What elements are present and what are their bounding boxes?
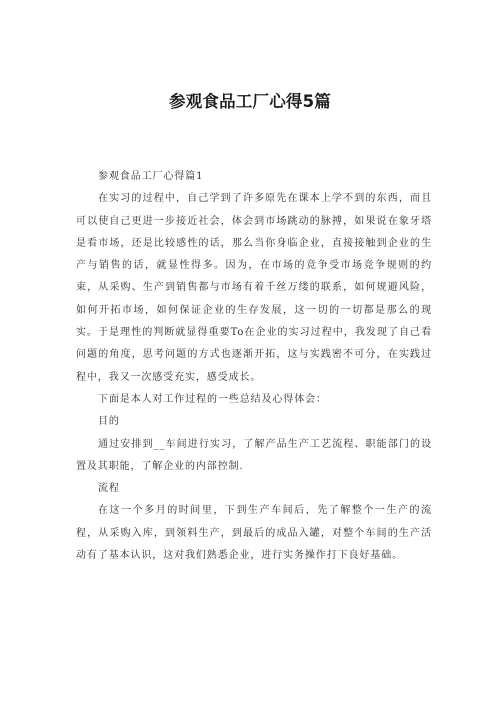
document-title: 参观食品工厂心得5篇: [169, 92, 331, 111]
section-heading: 参观食品工厂心得篇1: [98, 171, 204, 182]
heading-process: 流程: [98, 483, 120, 495]
paragraph-summary-intro: 下面是本人对工作过程的一些总结及心得体会：: [98, 393, 327, 405]
paragraph-internship-experience: 在实习的过程中，自己学到了许多原先在课本上学不到的东西，而且可以使自己更进一步接近社会，体会到市场跳动的脉搏，如果说在象牙塔是看市场，还是比较感性的话，那么当你身临企业，直接接触到企业的生产与销售的话，就显性得多。因为，在市场的竞争受市场竞争规则的约束，从采购、生产到销售都与市场有着千丝万缕的联系，如何规避风险，如何开拓市场，如何保证企业的生存发展，这一切的一切都是那么的现实。于是理性的判断就显得重要To在企业的实习过程中，我发现了自己看问题的角度，思考问题的方式也逐渐开拓，这与实践密不可分，在实践过程中，我又一次感受充实，感受成长。: [76, 193, 432, 383]
paragraph-process: 在这一个多月的时间里，下到生产车间后，先了解整个一生产的流程，从采购入库，到领料生产，到最后的成品入罐，对整个车间的生产活动有了基本认识，这对我们熟悉企业，进行实务操作打下良好基础。: [76, 505, 432, 562]
heading-purpose: 目的: [98, 416, 120, 428]
document-body: [76, 166, 432, 567]
paragraph-purpose: 通过安排到__车间进行实习，了解产品生产工艺流程、职能部门的设置及其职能，了解企业的内部控制.: [76, 438, 432, 472]
